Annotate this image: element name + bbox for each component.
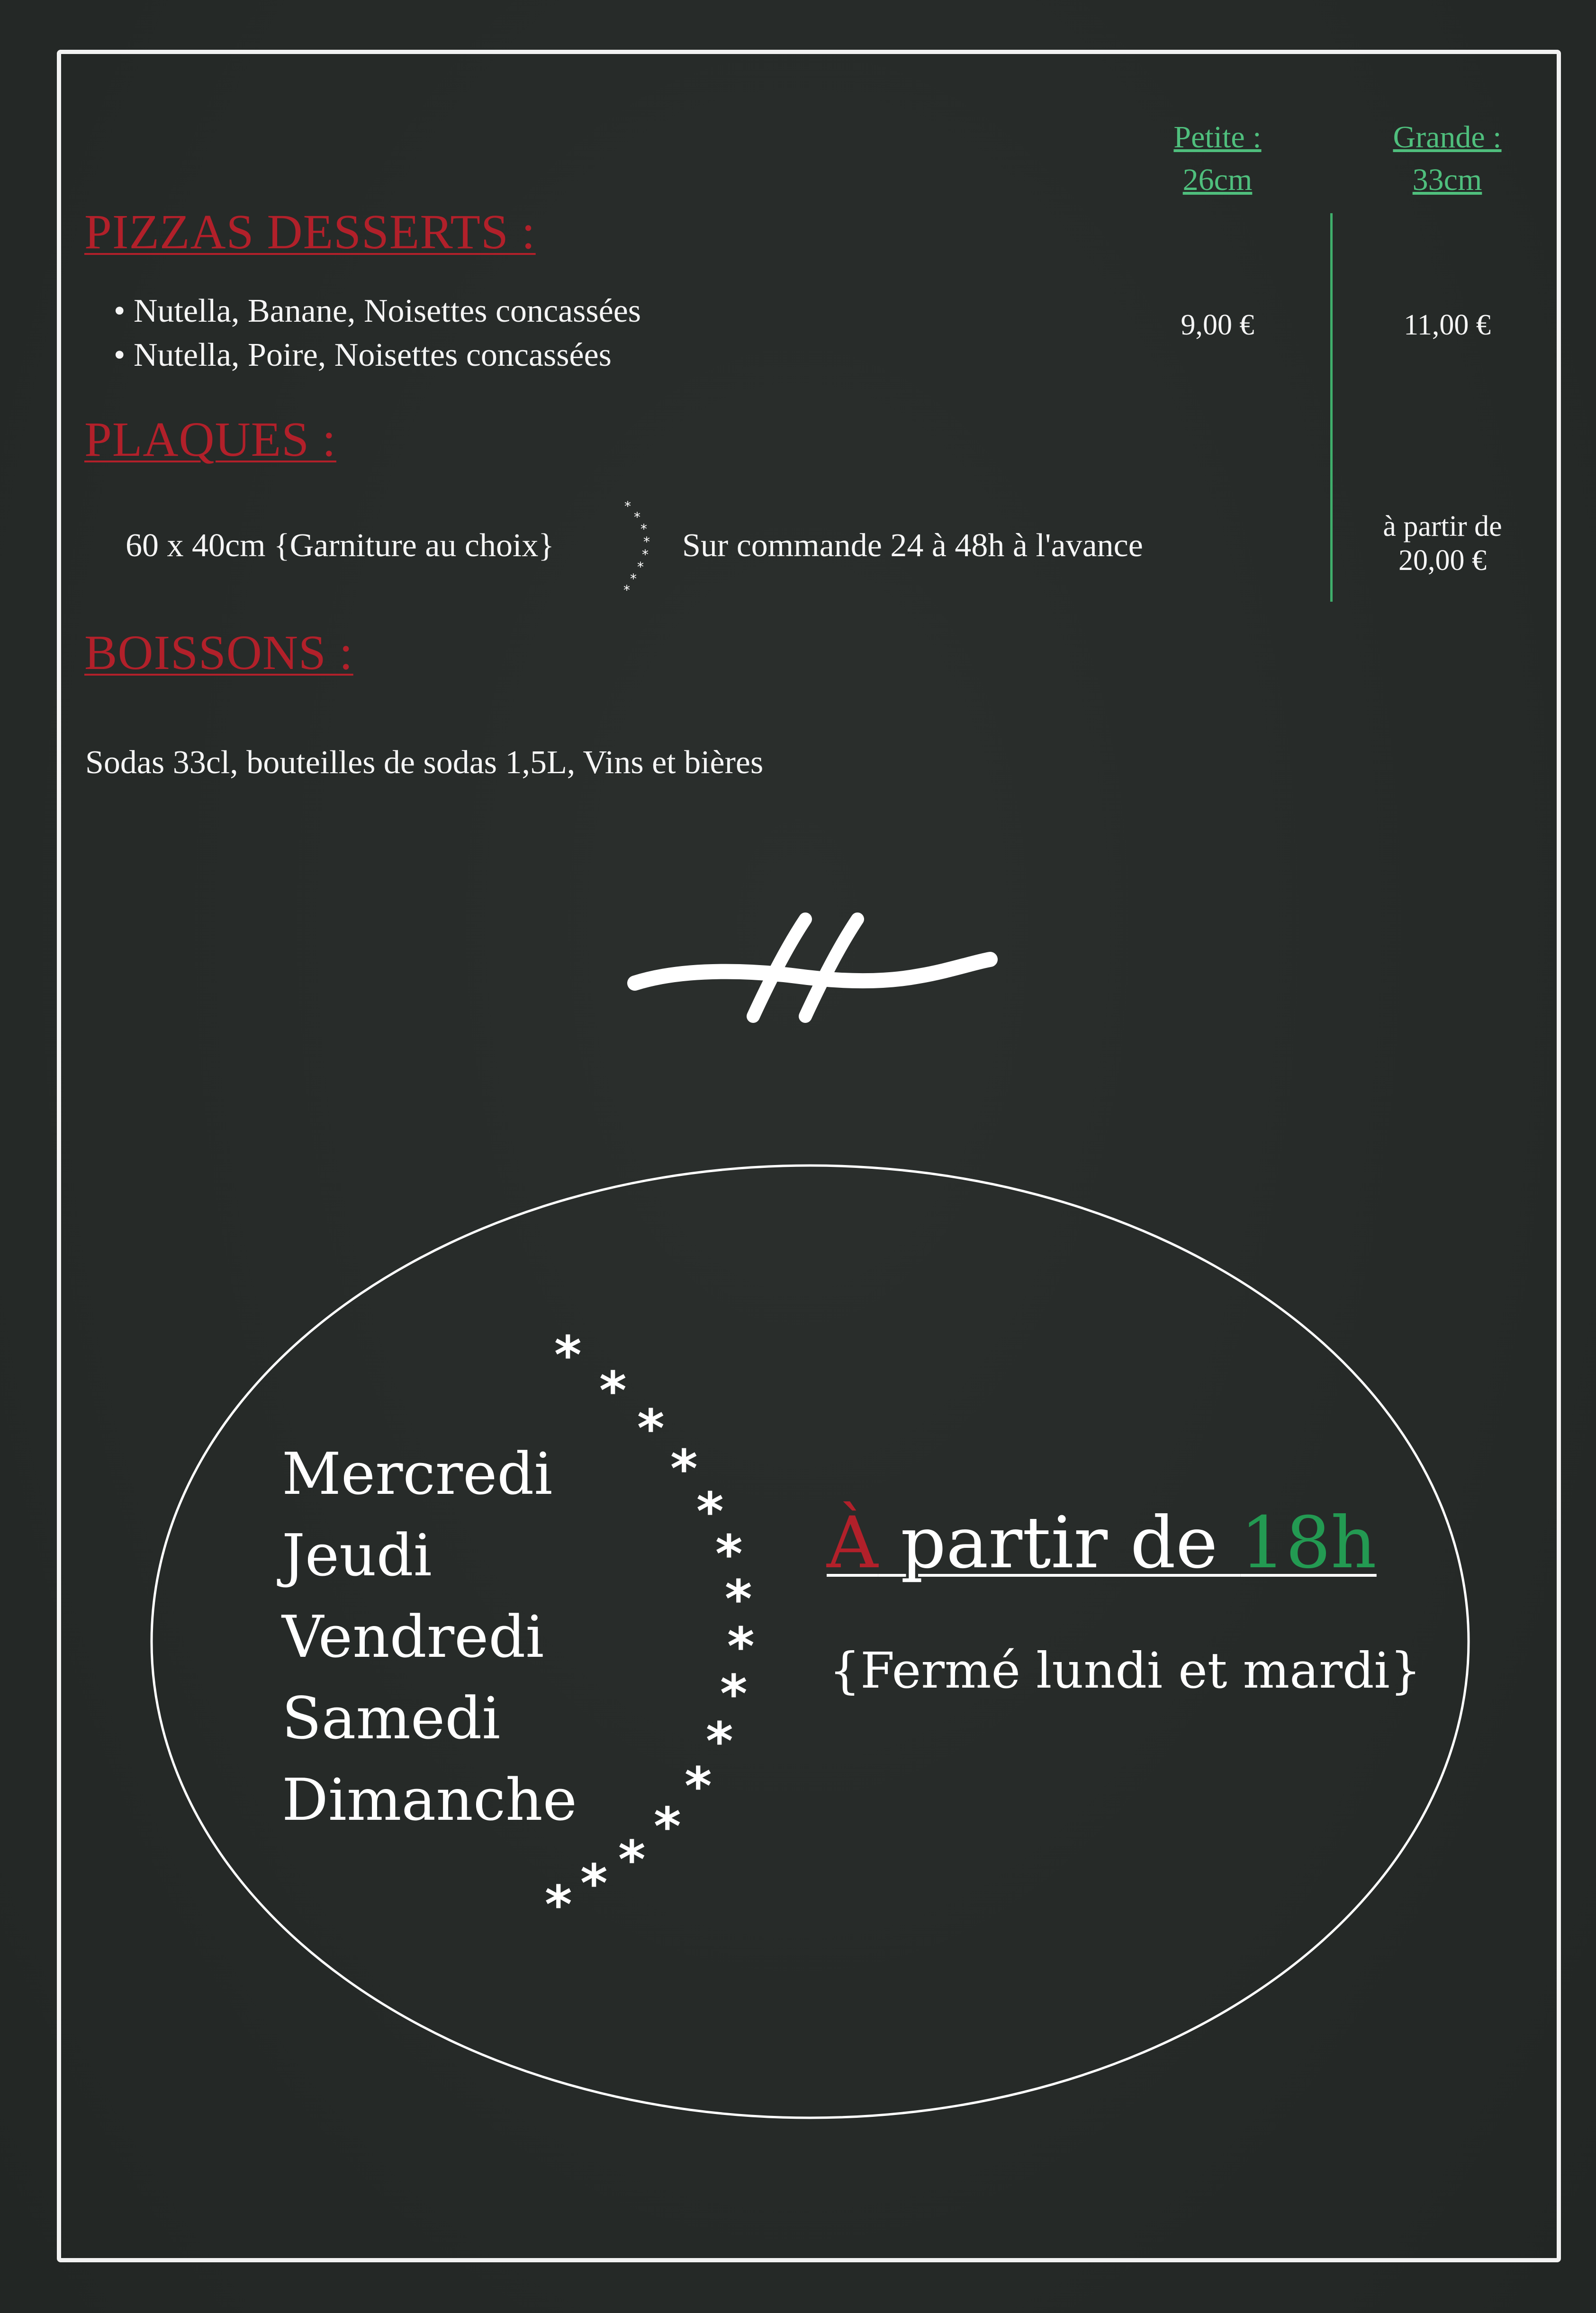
day-friday: Vendredi <box>282 1603 544 1671</box>
day-thursday: Jeudi <box>282 1522 432 1589</box>
day-wednesday: Mercredi <box>282 1440 553 1508</box>
column-header-large <box>1376 116 1518 201</box>
plaque-price-line1: à partir de <box>1383 510 1502 542</box>
star-icon: * <box>630 571 637 587</box>
boissons-text: Sodas 33cl, bouteilles de sodas 1,5L, Vins et bières <box>85 744 764 781</box>
dessert-item-1: • Nutella, Banane, Noisettes concassées <box>114 293 641 329</box>
column-header-small-line2: 26cm <box>1182 163 1253 197</box>
star-icon: * <box>720 1663 748 1724</box>
star-icon: * <box>545 1874 572 1935</box>
dessert-price-large: 11,00 € <box>1404 309 1491 341</box>
star-icon: * <box>637 1398 665 1459</box>
plaque-price-line2: 20,00 € <box>1398 544 1487 577</box>
opening-time-prefix: À <box>827 1502 878 1584</box>
star-icon: * <box>725 1569 752 1629</box>
column-divider <box>1330 213 1333 602</box>
star-icon: * <box>599 1360 627 1421</box>
star-icon: * <box>706 1711 733 1771</box>
star-icon: * <box>634 509 640 525</box>
star-icon: * <box>624 498 631 514</box>
star-icon: * <box>642 547 649 562</box>
star-icon: * <box>654 1796 681 1857</box>
star-icon: * <box>643 534 650 550</box>
star-icon: * <box>685 1756 712 1816</box>
star-icon: * <box>554 1325 582 1385</box>
column-header-small-line1: Petite : <box>1173 120 1262 154</box>
dessert-price-small: 9,00 € <box>1181 309 1254 341</box>
plaque-price <box>1355 509 1530 578</box>
column-header-large-line1: Grande : <box>1393 120 1502 154</box>
day-sunday: Dimanche <box>282 1766 577 1834</box>
star-icon: * <box>727 1616 755 1677</box>
star-icon: * <box>696 1481 724 1542</box>
section-title-pizzas-desserts: PIZZAS DESSERTS : <box>84 205 536 259</box>
opening-time <box>827 1502 1377 1584</box>
plaque-size: 60 x 40cm {Garniture au choix} <box>126 527 555 564</box>
column-header-large-line2: 33cm <box>1412 163 1482 197</box>
star-icon: * <box>623 582 630 598</box>
star-icon: * <box>640 521 647 537</box>
star-icon: * <box>618 1829 646 1890</box>
opening-time-middle: partir de <box>878 1502 1241 1584</box>
section-title-boissons: BOISSONS : <box>84 625 353 680</box>
plaque-order-note: Sur commande 24 à 48h à l'avance <box>682 527 1143 564</box>
star-icon: * <box>670 1438 698 1499</box>
star-icon: * <box>637 559 644 575</box>
day-saturday: Samedi <box>282 1685 501 1752</box>
star-icon: * <box>580 1853 608 1914</box>
column-header-small <box>1151 116 1284 201</box>
section-title-plaques: PLAQUES : <box>84 412 336 467</box>
swash-divider-icon <box>616 900 1019 1038</box>
opening-time-hour: 18h <box>1240 1502 1377 1584</box>
star-icon: * <box>715 1524 743 1584</box>
closed-days: {Fermé lundi et mardi} <box>829 1642 1421 1699</box>
dessert-item-2: • Nutella, Poire, Noisettes concassées <box>114 337 612 373</box>
opening-days <box>282 1433 577 1841</box>
